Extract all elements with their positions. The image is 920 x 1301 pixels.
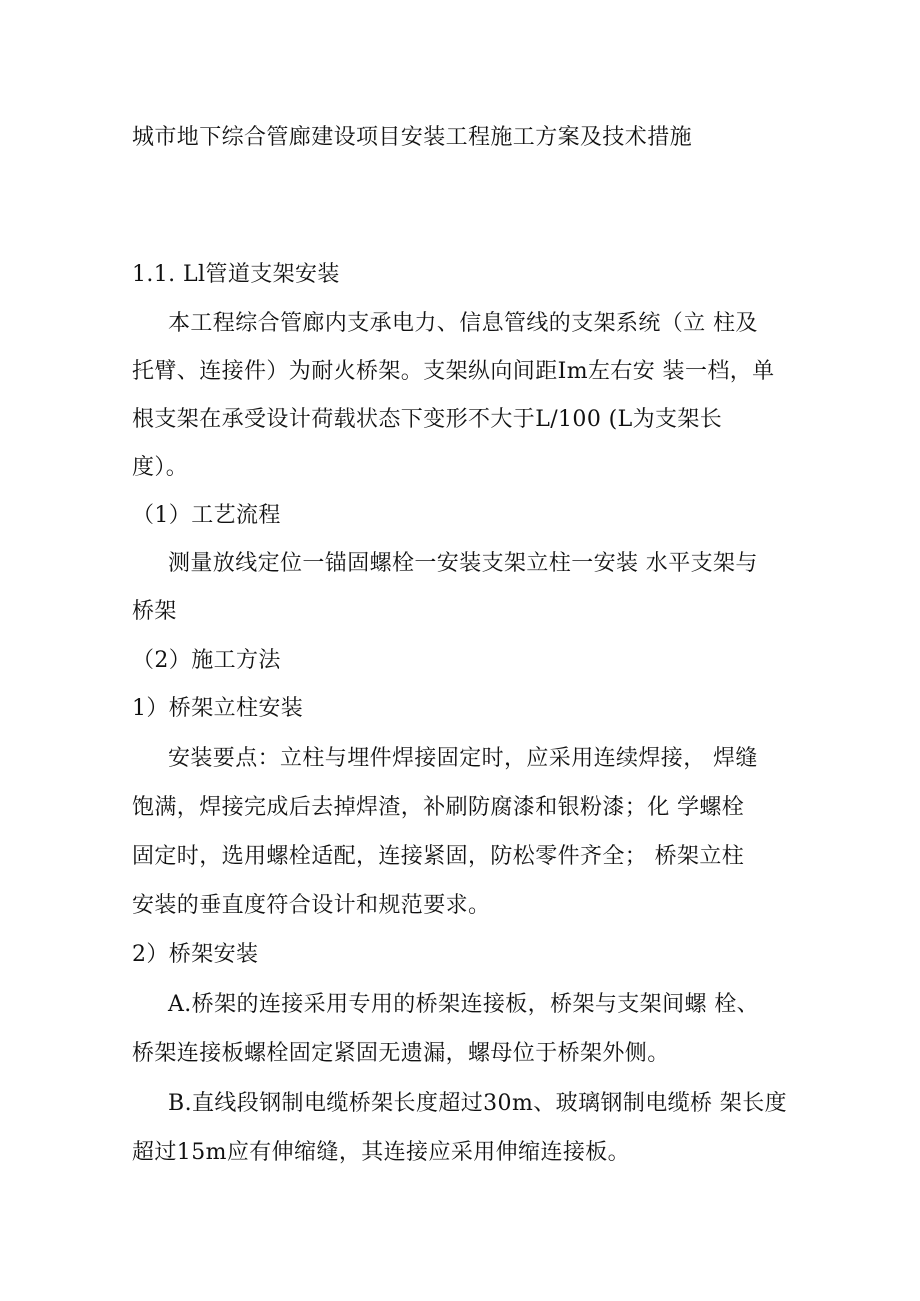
item-a-line: A.桥架的连接采用专用的桥架连接板，桥架与支架间螺 栓、 xyxy=(168,992,760,1017)
item-a-line: 桥架连接板螺栓固定紧固无遗漏，螺母位于桥架外侧。 xyxy=(132,1041,670,1066)
intro-line: 托臂、连接件）为耐火桥架。支架纵向间距Im左右安 装一档，单 xyxy=(132,359,775,384)
process-line: 桥架 xyxy=(132,599,177,624)
process-line: 测量放线定位一锚固螺栓一安装支架立柱一安装 水平支架与 xyxy=(168,551,758,576)
document-title: 城市地下综合管廊建设项目安装工程施工方案及技术措施 xyxy=(132,125,693,150)
column-install-line: 安装的垂直度符合设计和规范要求。 xyxy=(132,893,491,918)
column-install-line: 固定时，选用螺栓适配，连接紧固，防松零件齐全； 桥架立柱 xyxy=(132,844,745,869)
item-b-line: B.直线段钢制电缆桥架长度超过30m、玻璃钢制电缆桥 架长度 xyxy=(168,1091,788,1116)
column-install-line: 安装要点：立柱与埋件焊接固定时，应采用连续焊接， 焊缝 xyxy=(168,746,758,771)
item-b-line: 超过15m应有伸缩缝，其连接应采用伸缩连接板。 xyxy=(132,1140,631,1165)
method-heading: （2）施工方法 xyxy=(132,648,281,673)
section-heading: 1.1. Ll管道支架安装 xyxy=(132,262,340,287)
column-install-heading: 1）桥架立柱安装 xyxy=(132,696,304,721)
intro-line: 度）。 xyxy=(132,455,189,480)
intro-line: 本工程综合管廊内支承电力、信息管线的支架系统（立 柱及 xyxy=(168,311,758,336)
intro-line: 根支架在承受设计荷载状态下变形不大于L/100 (L为支架长 xyxy=(132,407,723,432)
column-install-line: 饱满，焊接完成后去掉焊渣，补刷防腐漆和银粉漆；化 学螺栓 xyxy=(132,795,745,820)
process-heading: （1）工艺流程 xyxy=(132,503,281,528)
tray-install-heading: 2）桥架安装 xyxy=(132,942,259,967)
